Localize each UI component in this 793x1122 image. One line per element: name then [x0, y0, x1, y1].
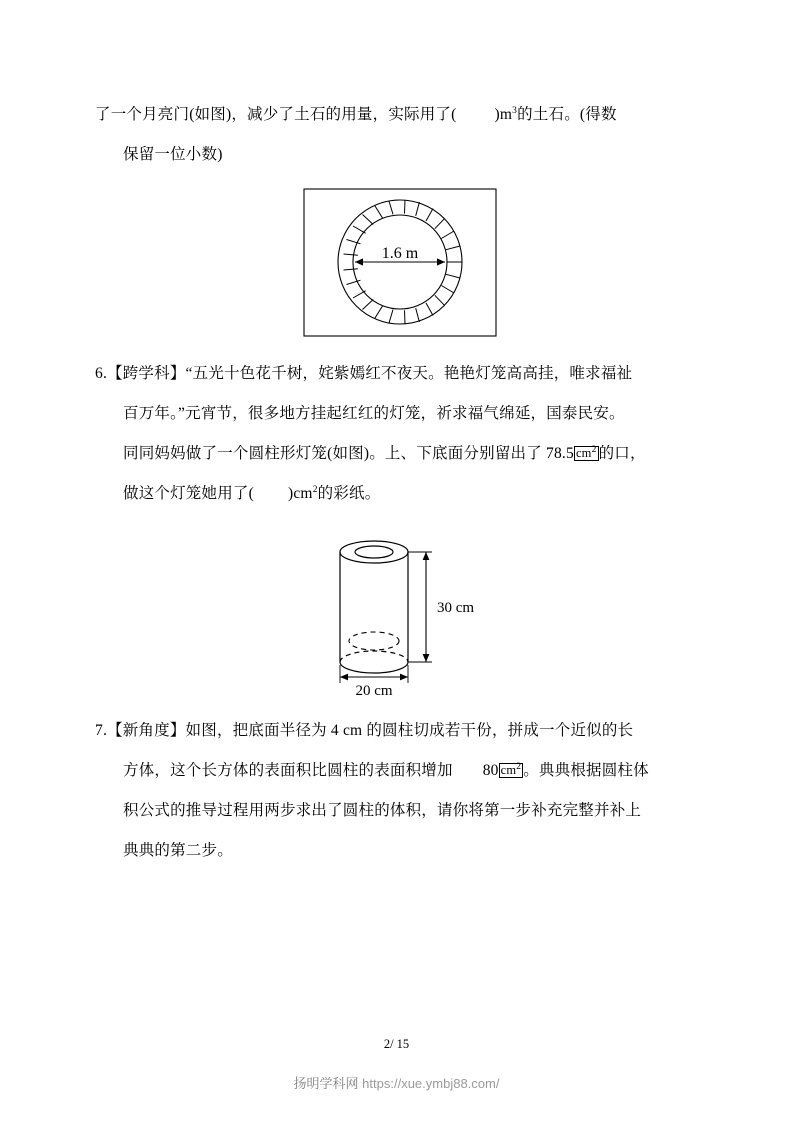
lantern-figure	[95, 522, 705, 697]
q7-line-1	[95, 711, 705, 751]
q7-text-1: 如图，把底面半径为 4 cm 的圆柱切成若干份，拼成一个近似的长	[185, 722, 634, 739]
q6-number: 6.	[95, 365, 108, 382]
q7-tag: 【新角度】	[107, 722, 186, 739]
q7-text-2b: 。典典根据圆柱体	[523, 762, 649, 779]
q6-text-4b: )	[287, 485, 294, 502]
moon-gate-label: 1.6 m	[381, 245, 419, 262]
moon-gate-figure	[95, 185, 705, 340]
page-content	[95, 95, 705, 871]
watermark-url: https://xue.ymbj88.com/	[362, 1076, 500, 1091]
q6-text-4c: 的彩纸。	[317, 485, 381, 502]
q7-number: 7.	[95, 722, 108, 739]
moon-gate-diagram	[300, 185, 500, 340]
page-number: 2/ 15	[383, 1037, 410, 1051]
watermark-site-name: 扬明学科网	[293, 1076, 359, 1091]
q6-unit-cm2: $cm^2$	[575, 444, 597, 460]
q7-line-4: 典典的第二步。	[123, 842, 233, 859]
q6-text-4a: 做这个灯笼她用了(	[123, 485, 254, 502]
q6-line-1	[95, 354, 705, 394]
q7-text-2a: 方体，这个长方体的表面积比圆柱的表面积增加	[123, 762, 453, 779]
q7-unit-cm2: $cm^2$	[500, 761, 522, 777]
cylinder-lantern-diagram	[295, 522, 505, 697]
q6-line-4	[95, 474, 705, 514]
q5-text-c: 的土石。(得数	[517, 106, 617, 123]
lantern-height-label: 30 cm	[437, 600, 475, 616]
q7-line-2	[95, 751, 705, 791]
lantern-diameter-label: 20 cm	[355, 683, 393, 697]
q5-text-b: )	[494, 106, 500, 123]
q5-unit: $m^3$	[499, 105, 518, 123]
watermark	[0, 1073, 793, 1092]
q7-value: 80	[482, 762, 499, 779]
q7-line-3: 积公式的推导过程用两步求出了圆柱的体积，请你将第一步补充完整并补上	[123, 802, 642, 819]
q5-line-1	[95, 95, 705, 135]
q6-text-3b: 的口，	[598, 445, 646, 462]
q6-text-1: “五光十色花千树，姹紫嫣红不夜天。艳艳灯笼高高挂，唯求福祉	[185, 365, 633, 382]
q6-line-2: 百万年。”元宵节，很多地方挂起红红的灯笼，祈求福气绵延，国泰民安。	[123, 405, 625, 422]
q6-text-3a: 同同妈妈做了一个圆柱形灯笼(如图)。上、下底面分别留出了 78.5	[123, 445, 574, 462]
q6-unit-2: $cm^2$	[293, 484, 318, 502]
q5-text-a: 了一个月亮门(如图)，减少了土石的用量，实际用了(	[95, 106, 457, 123]
q6-tag: 【跨学科】	[107, 365, 186, 382]
q5-line-2: 保留一位小数)	[123, 146, 223, 163]
q6-line-3	[95, 434, 705, 474]
